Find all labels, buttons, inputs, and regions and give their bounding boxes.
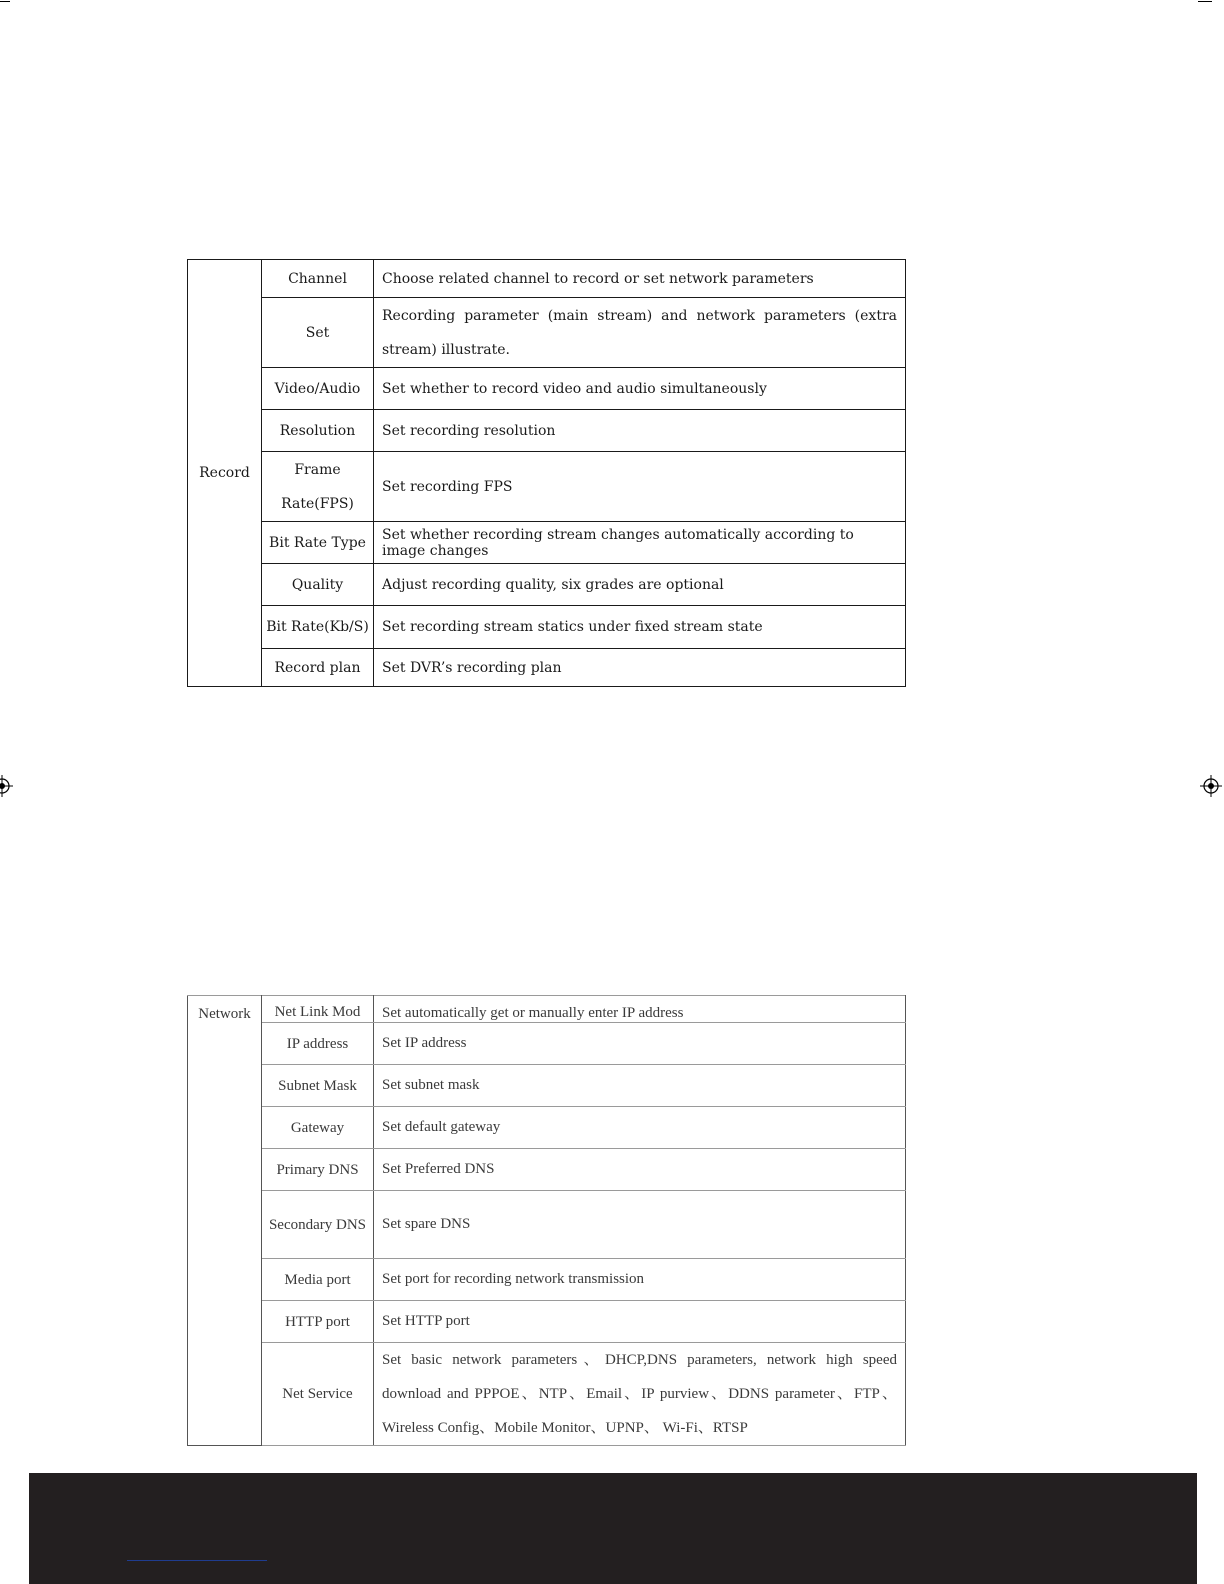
- desc-frame-rate: Set recording FPS: [374, 452, 906, 522]
- network-settings-table: [187, 995, 906, 1446]
- network-category-label: Network: [188, 996, 262, 1023]
- desc-quality: Adjust recording quality, six grades are optional: [374, 564, 906, 606]
- param-secondary-dns: Secondary DNS: [262, 1191, 374, 1259]
- param-bit-rate: Bit Rate(Kb/S): [262, 606, 374, 649]
- desc-http-port: Set HTTP port: [374, 1301, 906, 1343]
- desc-video-audio: Set whether to record video and audio simultaneously: [374, 368, 906, 410]
- desc-bit-rate-type: Set whether recording stream changes automatically according to image changes: [374, 522, 906, 564]
- param-frame-rate: Frame Rate(FPS): [262, 452, 374, 522]
- param-record-plan: Record plan: [262, 649, 374, 687]
- desc-primary-dns: Set Preferred DNS: [374, 1149, 906, 1191]
- desc-record-plan: Set DVR’s recording plan: [374, 649, 906, 687]
- table-row: [188, 996, 906, 1023]
- param-resolution: Resolution: [262, 410, 374, 452]
- footer-link-underline: [127, 1560, 267, 1561]
- record-settings-table: [187, 259, 906, 687]
- desc-resolution: Set recording resolution: [374, 410, 906, 452]
- desc-channel: Choose related channel to record or set network parameters: [374, 260, 906, 298]
- table-row: [188, 606, 906, 649]
- crop-mark-top-right: [1198, 1, 1212, 2]
- table-row: [188, 410, 906, 452]
- param-gateway: Gateway: [262, 1107, 374, 1149]
- table-row: [188, 452, 906, 522]
- param-media-port: Media port: [262, 1259, 374, 1301]
- param-set: Set: [262, 298, 374, 368]
- table-row: [188, 1023, 906, 1065]
- param-video-audio: Video/Audio: [262, 368, 374, 410]
- table-row: [188, 260, 906, 298]
- table-row: [188, 1259, 906, 1301]
- desc-subnet-mask: Set subnet mask: [374, 1065, 906, 1107]
- param-net-service: Net Service: [262, 1343, 374, 1446]
- param-bit-rate-type: Bit Rate Type: [262, 522, 374, 564]
- table-row: [188, 564, 906, 606]
- desc-media-port: Set port for recording network transmission: [374, 1259, 906, 1301]
- desc-secondary-dns: Set spare DNS: [374, 1191, 906, 1259]
- param-quality: Quality: [262, 564, 374, 606]
- network-category-spacer: [188, 1023, 262, 1446]
- param-http-port: HTTP port: [262, 1301, 374, 1343]
- desc-bit-rate: Set recording stream statics under fixed stream state: [374, 606, 906, 649]
- table-row: [188, 1149, 906, 1191]
- desc-set: Recording parameter (main stream) and network parameters (extra stream) illustrate.: [374, 298, 906, 368]
- desc-gateway: Set default gateway: [374, 1107, 906, 1149]
- param-net-link-mod: Net Link Mod: [262, 996, 374, 1023]
- table-row: [188, 1107, 906, 1149]
- param-primary-dns: Primary DNS: [262, 1149, 374, 1191]
- desc-net-service: Set basic network parameters、DHCP,DNS parameters, network high speed download and PPPOE、NTP、Email、IP purview、DDNS parameter、FTP、Wireless Config、Mobile Monitor、UPNP、 Wi-Fi、RTSP: [374, 1343, 906, 1446]
- table-row: [188, 298, 906, 368]
- table-row: [188, 1343, 906, 1446]
- table-row: [188, 1065, 906, 1107]
- param-ip-address: IP address: [262, 1023, 374, 1065]
- registration-mark-left: [0, 775, 13, 797]
- desc-net-link-mod: Set automatically get or manually enter IP address: [374, 996, 906, 1023]
- param-channel: Channel: [262, 260, 374, 298]
- table-row: [188, 1301, 906, 1343]
- desc-ip-address: Set IP address: [374, 1023, 906, 1065]
- registration-mark-right: [1200, 775, 1222, 797]
- param-subnet-mask: Subnet Mask: [262, 1065, 374, 1107]
- crop-mark-top-left: [0, 1, 10, 2]
- table-row: [188, 368, 906, 410]
- table-row: [188, 1191, 906, 1259]
- footer-band: [29, 1473, 1197, 1584]
- record-category-label: Record: [188, 260, 262, 687]
- table-row: [188, 522, 906, 564]
- table-row: [188, 649, 906, 687]
